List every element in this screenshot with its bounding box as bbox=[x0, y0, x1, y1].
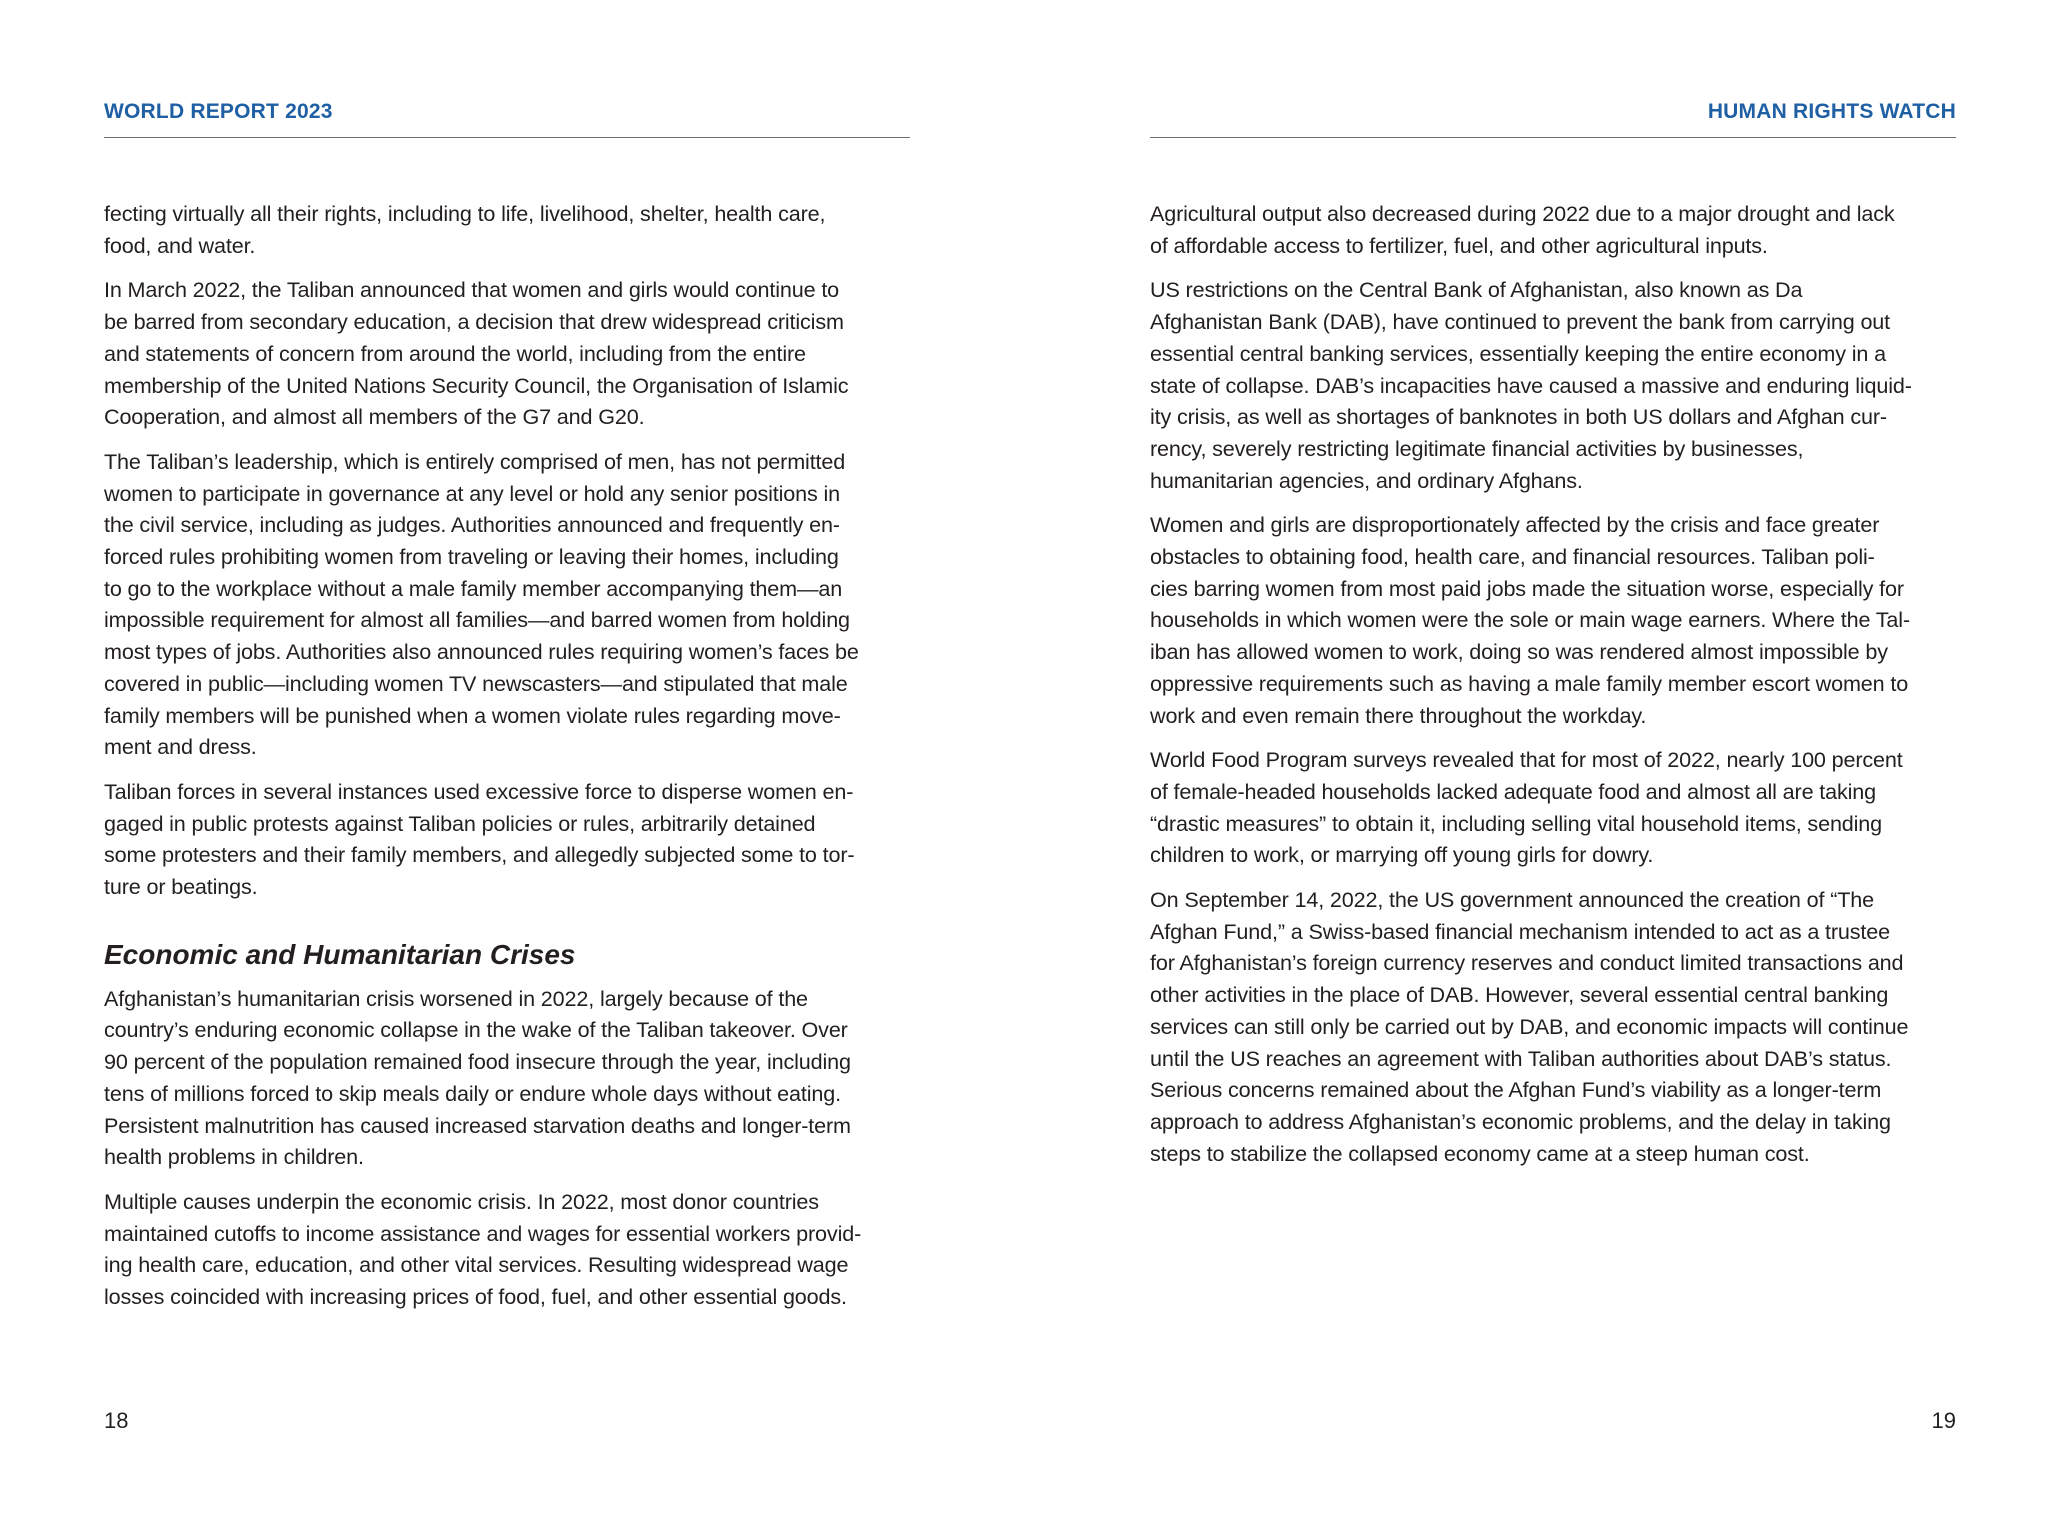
section-heading: Economic and Humanitarian Crises bbox=[104, 938, 576, 970]
paragraph: Multiple causes underpin the economic crisis. In 2022, most donor countries maintained cutoffs to income assistance and wages for essential workers provid- ing health care, education, and other vital services. Resulting widespread wage losses coincided with increasing prices of food, fuel, and other essential goods. bbox=[104, 1188, 862, 1310]
paragraph: On September 14, 2022, the US government announced the creation of “The Afghan Fund,” a Swiss-based financial mechanism intended to act as a trustee for Afghanistan’s foreign currency reserves and conduct limited transactions and other activities in the place of DAB. However, several essential central banking services can still only be carried out by DAB, and economic impacts will continue until the US reaches an agreement with Taliban authorities about DAB’s status. Serious concerns remained about the Afghan Fund’s viability as a longer-term approach to address Afghanistan’s economic problems, and the delay in taking steps to stabilize the collapsed economy came at a steep human cost. bbox=[1150, 887, 1909, 1166]
paragraph: World Food Program surveys revealed that for most of 2022, nearly 100 percent of female-headed households lacked adequate food and almost all are taking “drastic measures” to obtain it, including selling vital household items, sending children to work, or marrying off young girls for dowry. bbox=[1150, 747, 1903, 868]
left-page bbox=[104, 0, 910, 1536]
paragraph: Women and girls are disproportionately affected by the crisis and face greater obstacles to obtaining food, health care, and financial resources. Taliban poli- cies barring women from most paid jobs made the situation worse, especially for households in which women were the sole or main wage earners. Where the Tal- iban has allowed women to work, doing so was rendered almost impossible by oppressive requirements such as having a male family member escort women to work and even remain there throughout the workday. bbox=[1150, 512, 1910, 728]
paragraph: The Taliban’s leadership, which is entirely comprised of men, has not permitted women to participate in governance at any level or hold any senior positions in the civil service, including as judges. Authorities announced and frequently en- forced rules prohibiting women from traveling or leaving their homes, including to go to the workplace without a male family member accompanying them—an impossible requirement for almost all families—and barred women from holding most types of jobs. Authorities also announced rules requiring women’s faces be covered in public—including women TV newscasters—and stipulated that male family members will be punished when a women violate rules regarding move- ment and dress. bbox=[104, 448, 859, 760]
paragraph: In March 2022, the Taliban announced that women and girls would continue to be barred from secondary education, a decision that drew widespread criticism and statements of concern from around the world, including from the entire membership of the United Nations Security Council, the Organisation of Islamic Cooperation, and almost all members of the G7 and G20. bbox=[104, 277, 849, 430]
paragraph: Afghanistan’s humanitarian crisis worsened in 2022, largely because of the country’s enduring economic collapse in the wake of the Taliban takeover. Over 90 percent of the population remained food insecure through the year, including tens of millions forced to skip meals daily or endure whole days without eating. Persistent malnutrition has caused increased starvation deaths and longer-term health problems in children. bbox=[104, 985, 851, 1170]
paragraph: fecting virtually all their rights, including to life, livelihood, shelter, health care, food, and water. bbox=[104, 201, 826, 258]
running-head-title: HUMAN RIGHTS WATCH bbox=[1707, 100, 1956, 123]
page-number: 18 bbox=[104, 1408, 129, 1433]
running-head-right bbox=[1150, 100, 1956, 138]
right-page bbox=[1150, 0, 1956, 1536]
running-head-left bbox=[104, 100, 910, 138]
right-body-text bbox=[1150, 198, 1962, 1182]
page-number: 19 bbox=[1931, 1408, 1956, 1433]
paragraph: US restrictions on the Central Bank of Afghanistan, also known as Da Afghanistan Bank (DAB), have continued to prevent the bank from carrying out essential central banking services, essentially keeping the entire economy in a state of collapse. DAB’s incapacities have caused a massive and enduring liquid- ity crisis, as well as shortages of banknotes in both US dollars and Afghan cur- rency, severely restricting legitimate financial activities by businesses, humanitarian agencies, and ordinary Afghans. bbox=[1150, 277, 1912, 493]
paragraph: Agricultural output also decreased during 2022 due to a major drought and lack of affordable access to fertilizer, fuel, and other agricultural inputs. bbox=[1150, 201, 1895, 258]
running-head-title: WORLD REPORT 2023 bbox=[104, 100, 333, 123]
paragraph: Taliban forces in several instances used excessive force to disperse women en- gaged in public protests against Taliban policies or rules, arbitrarily detained some protesters and their family members, and allegedly subjected some to tor- ture or beatings. bbox=[104, 778, 855, 900]
left-body-text bbox=[104, 198, 916, 1326]
